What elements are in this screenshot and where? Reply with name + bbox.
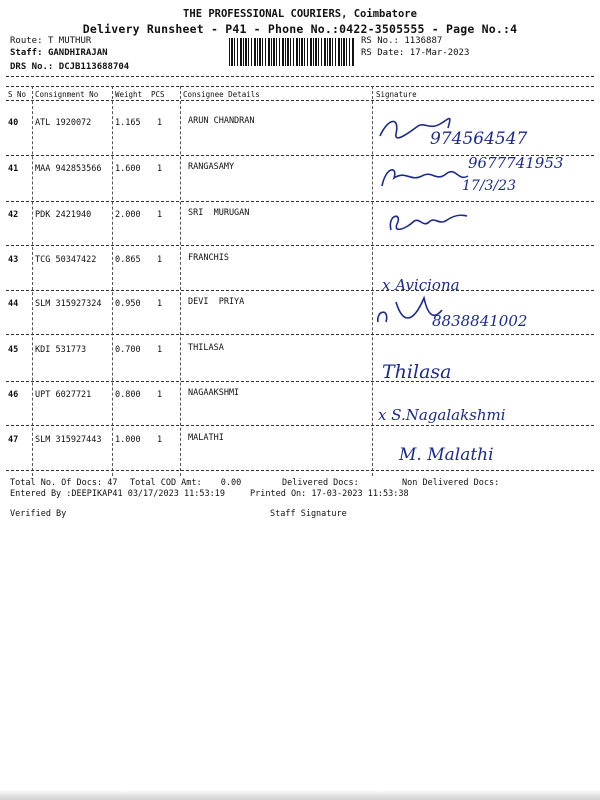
row-consignment: MAA 942853566 [35,164,102,174]
row-consignment: SLM 315927443 [35,435,102,445]
runsheet-title: Delivery Runsheet - P41 - Phone No.:0422-3505555 - Page No.:4 [82,22,518,36]
row-consignment: ATL 1920072 [35,118,92,128]
column-divider [180,86,181,476]
row-consignee: NAGAAKSHMI [188,388,240,398]
row-consignee: FRANCHIS [188,253,229,263]
signature-44 [372,292,552,336]
drs-label: DRS No.: [10,62,54,72]
row-sno: 47 [8,435,19,445]
staff-signature: Staff Signature [270,509,347,519]
signature-name: x S.Nagalakshmi [378,406,506,424]
row-weight: 0.865 [115,255,141,265]
row-pcs: 1 [157,345,163,355]
non-delivered-docs: Non Delivered Docs: [402,478,500,488]
row-consignment: TCG 50347422 [35,255,97,265]
rs-no-line [361,36,442,46]
row-consignment: SLM 315927324 [35,299,102,309]
row-weight: 0.950 [115,299,141,309]
row-consignee: DEVI PRIYA [188,297,245,307]
row-divider [6,201,594,202]
signature-name: Thilasa [382,361,452,383]
total-docs-value: 47 [107,478,118,488]
signature-41 [376,152,576,198]
staff-value: GANDHIRAJAN [47,48,108,58]
row-sno: 40 [8,118,19,128]
row-pcs: 1 [157,164,163,174]
rs-no-label: RS No.: [361,36,399,46]
rs-date-value: 17-Mar-2023 [409,48,470,58]
drs-line [10,62,129,72]
row-consignee: MALATHI [188,433,224,443]
row-sno: 42 [8,210,19,220]
signature-name: M. Malathi [399,445,494,465]
signature-46 [370,398,550,428]
signature-phone: 974564547 [430,129,528,149]
rs-no-value: 1136887 [404,36,443,46]
signature-40 [370,112,555,152]
col-header-consignment: Consignment No [35,90,99,99]
entered-by: Entered By :DEEPIKAP41 03/17/2023 11:53:19 [10,489,225,499]
cod-value: 0.00 [220,478,242,488]
row-weight: 0.800 [115,390,141,400]
column-divider [32,86,33,476]
row-weight: 1.165 [115,118,141,128]
signature-phone: 8838841002 [432,312,528,330]
signature-45 [380,354,490,386]
drs-value: DCJB113688704 [58,62,130,72]
row-consignee: ARUN CHANDRAN [188,116,255,126]
cod-label: Total COD Amt: [130,478,202,488]
signature-47 [395,432,535,472]
row-sno: 43 [8,255,19,265]
signature-name: x Aviciona [382,276,460,294]
row-consignment: KDI 531773 [35,345,87,355]
delivered-docs: Delivered Docs: [282,478,359,488]
total-cod [130,478,241,488]
verified-by: Verified By [10,509,67,519]
row-sno: 44 [8,299,19,309]
row-weight: 0.700 [115,345,141,355]
row-weight: 1.000 [115,435,141,445]
route-value: T MUTHUR [47,36,92,46]
col-header-consignee: Consignee Details [183,90,260,99]
row-pcs: 1 [157,299,163,309]
company-name: THE PROFESSIONAL COURIERS, Coimbatore [183,8,417,20]
divider [6,100,594,101]
row-divider [6,381,594,382]
row-consignment: UPT 6027721 [35,390,92,400]
total-docs-label: Total No. Of Docs: [10,478,103,488]
staff-line [10,48,108,58]
scan-edge [0,790,600,800]
col-header-pcs: PCS [151,90,165,99]
column-divider [112,86,113,476]
signature-date: 17/3/23 [462,178,516,194]
total-docs [10,478,118,488]
rs-date-label: RS Date: [361,48,405,58]
divider [6,86,594,87]
printed-on: Printed On: 17-03-2023 11:53:38 [250,489,409,499]
route-line [10,36,91,46]
row-pcs: 1 [157,255,163,265]
row-sno: 41 [8,164,19,174]
row-consignee: RANGASAMY [188,162,235,172]
col-header-sno: S No [8,90,27,99]
signature-42 [385,204,475,238]
row-pcs: 1 [157,435,163,445]
row-sno: 45 [8,345,19,355]
row-sno: 46 [8,390,19,400]
row-divider [6,245,594,246]
divider [6,76,594,77]
row-weight: 1.600 [115,164,141,174]
row-pcs: 1 [157,210,163,220]
row-consignment: PDK 2421940 [35,210,92,220]
col-header-weight: Weight [115,90,143,99]
row-weight: 2.000 [115,210,141,220]
signature-phone: 9677741953 [468,154,564,172]
route-label: Route: [10,36,43,46]
row-pcs: 1 [157,118,163,128]
row-consignee: THILASA [188,343,224,353]
row-consignee: SRI MURUGAN [188,208,250,218]
col-header-signature: Signature [376,90,417,99]
row-pcs: 1 [157,390,163,400]
staff-label: Staff: [10,48,43,58]
rs-date-line [361,48,469,58]
barcode [229,38,354,66]
